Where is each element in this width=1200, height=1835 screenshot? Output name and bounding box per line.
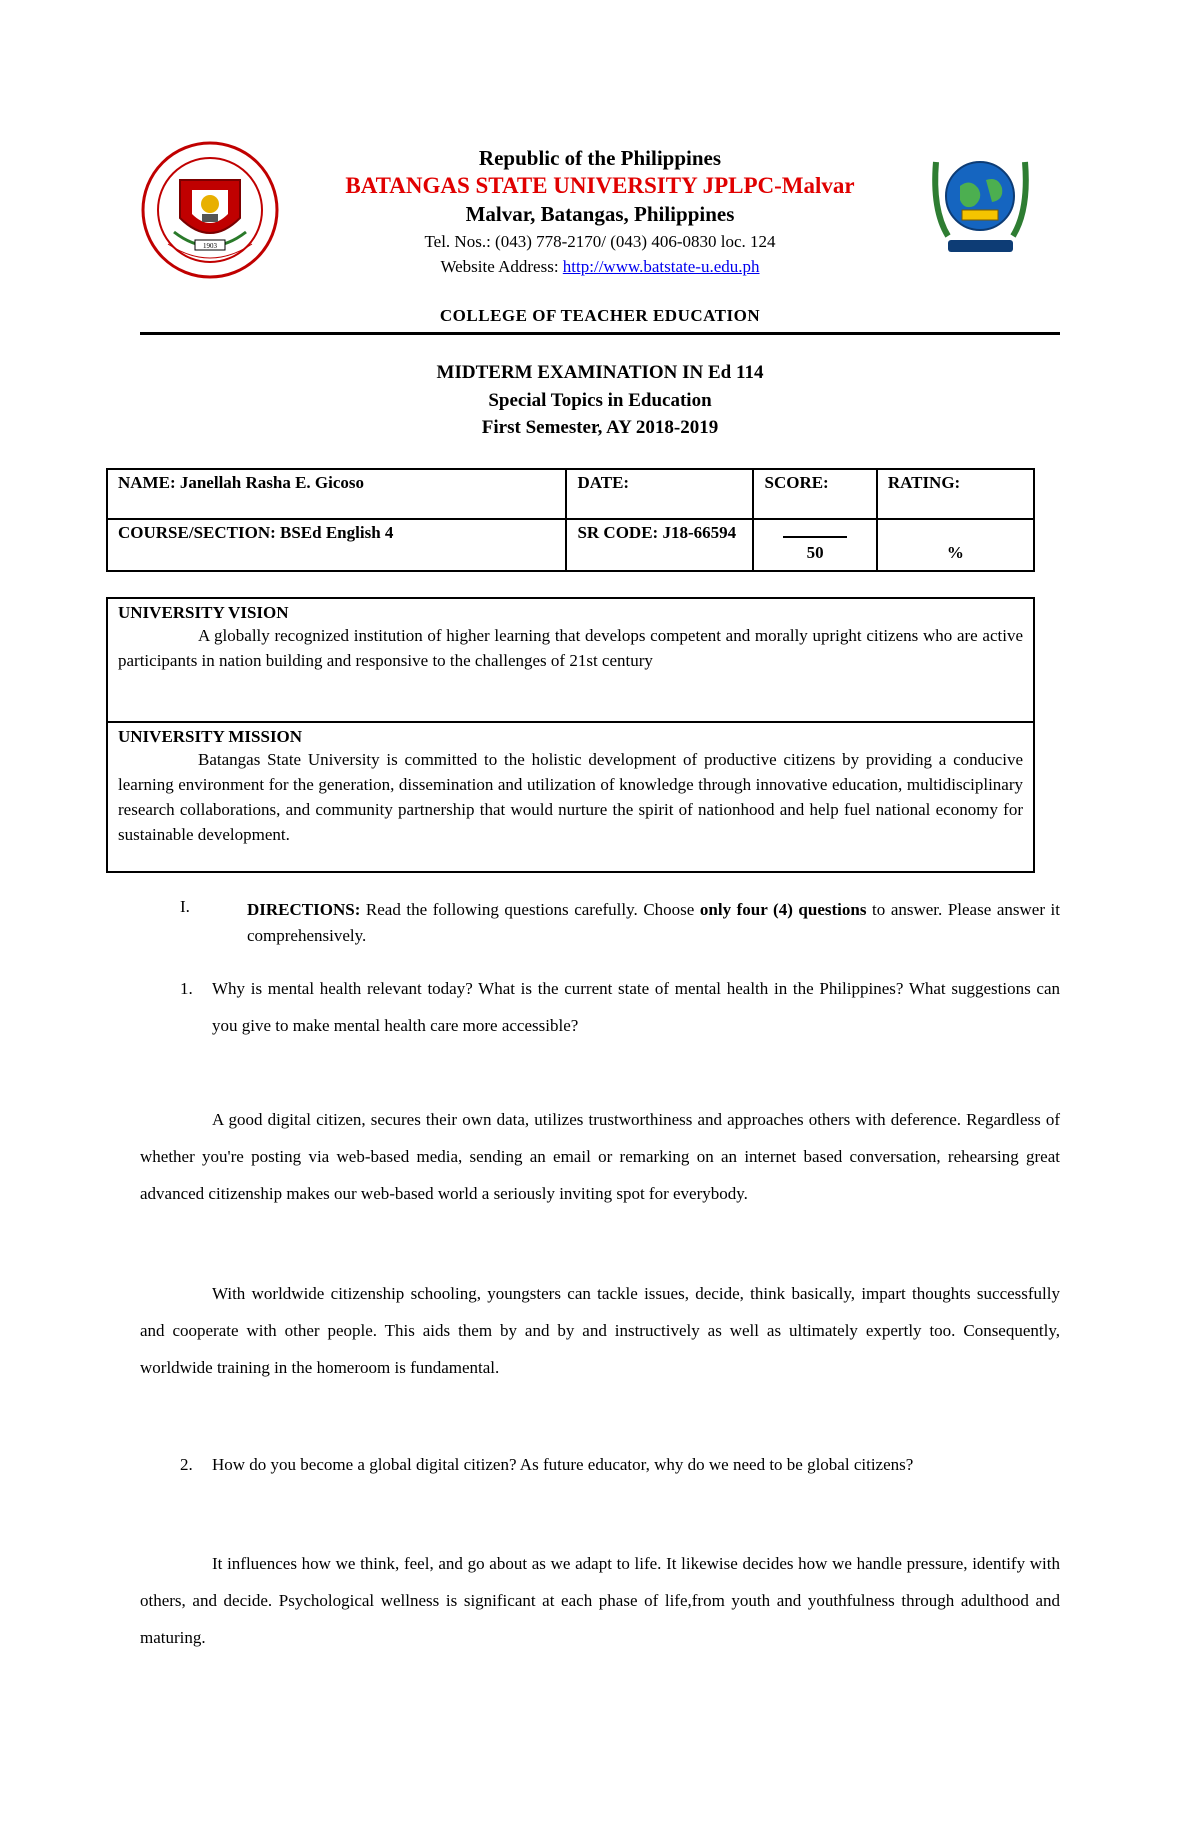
mission-text: Batangas State University is committed to the holistic development of productive citizens by providing a conducive learning environment for the generation, dissemination and utilization of knowledge through innovative education, multidisciplinary research collaborations, and community partnership that would nurture the spirit of nationhood and help fuel national economy for sustainable development. — [118, 750, 1023, 844]
university-name: BATANGAS STATE UNIVERSITY JPLPC-Malvar — [345, 173, 855, 198]
question-text: How do you become a global digital citizen? As future educator, why do we need to be global citizens? — [212, 1455, 914, 1474]
directions-label: DIRECTIONS: — [247, 900, 361, 919]
telephone-numbers: Tel. Nos.: (043) 778-2170/ (043) 406-0830 loc. 124 — [424, 232, 776, 251]
header-divider — [140, 332, 1060, 335]
student-info-table — [106, 468, 1035, 572]
college-name: COLLEGE OF TEACHER EDUCATION — [439, 306, 761, 325]
vision-title: UNIVERSITY VISION — [118, 603, 289, 622]
rating-label-cell: RATING: — [877, 469, 1034, 519]
score-total: 50 — [806, 543, 824, 562]
svg-text:1903: 1903 — [203, 242, 217, 250]
name-cell: NAME: Janellah Rasha E. Gicoso — [107, 469, 566, 519]
sr-code-cell: SR CODE: J18-66594 — [566, 519, 753, 571]
exam-subject: Special Topics in Education — [488, 390, 712, 411]
question-number: 2. — [180, 1455, 193, 1474]
rating-unit: % — [946, 543, 964, 562]
score-blank — [783, 524, 847, 538]
directions-number: I. — [180, 897, 190, 916]
vision-text: A globally recognized institution of higher learning that develops competent and morally upright citizens who are active participants in nation building and responsive to the challenges of 21st century — [118, 626, 1023, 670]
mission-title: UNIVERSITY MISSION — [118, 727, 303, 746]
exam-semester: First Semester, AY 2018-2019 — [481, 417, 719, 438]
score-label-cell: SCORE: — [753, 469, 876, 519]
website-line — [300, 257, 900, 277]
website-link[interactable]: http://www.batstate-u.edu.ph — [562, 257, 760, 276]
university-mission-box — [106, 721, 1035, 873]
directions-body — [247, 897, 1060, 949]
question-number: 1. — [180, 979, 193, 998]
university-vision-box — [106, 597, 1035, 723]
directions-text-a: Read the following questions carefully. Choose — [360, 900, 700, 919]
score-cell — [753, 519, 876, 571]
jplpc-campus-logo — [918, 140, 1043, 265]
country-heading: Republic of the Philippines — [478, 146, 722, 170]
answer-paragraph-3: It influences how we think, feel, and go about as we adapt to life. It likewise decides how we handle pressure, identify with others, and decide. Psychological wellness is significant at each phase of life,from youth and youthfulness through adulthood and maturing. — [140, 1554, 1060, 1647]
course-cell: COURSE/SECTION: BSEd English 4 — [107, 519, 566, 571]
answer-paragraph-2: With worldwide citizenship schooling, youngsters can tackle issues, decide, think basically, impart thoughts successfully and cooperate with other people. This aids them by and by and instructively as well as ultimately expertly too. Consequently, worldwide training in the homeroom is fundamental. — [140, 1284, 1060, 1377]
directions-text-b: to answer. Please answer it comprehensively. — [247, 900, 1060, 945]
answer-paragraph-1: A good digital citizen, secures their own data, utilizes trustworthiness and approaches others with deference. Regardless of whether you're posting via web-based media, sending an email or remarking on an internet based conversation, rehearsing great advanced citizenship makes our web-based world a seriously inviting spot for everybody. — [140, 1110, 1060, 1203]
university-seal-logo — [140, 140, 280, 280]
exam-title: MIDTERM EXAMINATION IN Ed 114 — [436, 362, 764, 383]
university-address: Malvar, Batangas, Philippines — [465, 202, 735, 226]
rating-cell — [877, 519, 1034, 571]
date-cell: DATE: — [566, 469, 753, 519]
website-label: Website Address: — [440, 257, 563, 276]
question-text: Why is mental health relevant today? What is the current state of mental health in the Philippines? What suggestions can you give to make mental health care more accessible? — [212, 979, 1060, 1035]
directions-emphasis: only four (4) questions — [699, 900, 867, 919]
